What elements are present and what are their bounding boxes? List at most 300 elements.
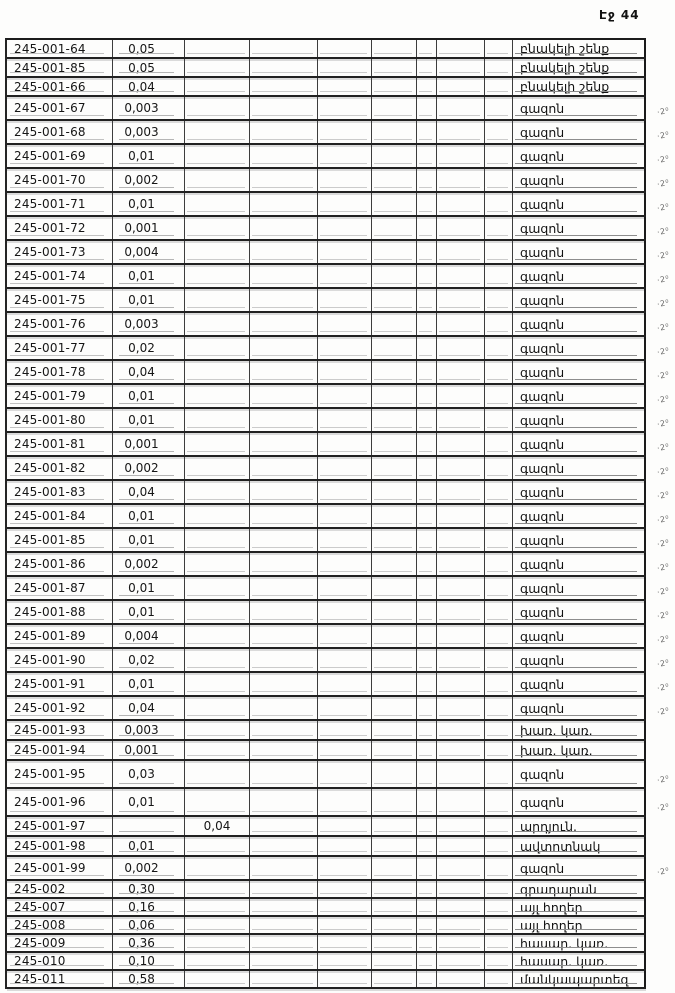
margin-bleed-mark: ·2⁰ <box>655 773 670 786</box>
empty-cell <box>372 217 417 239</box>
empty-cell <box>318 577 372 599</box>
empty-cell <box>250 433 318 455</box>
parcel-id: 245-007 <box>7 899 113 915</box>
land-use-label: գազոն <box>513 337 646 359</box>
empty-cell <box>372 193 417 215</box>
area-value: 0,01 <box>113 145 185 167</box>
empty-cell <box>318 121 372 143</box>
empty-cell <box>417 97 437 119</box>
land-use-label: ավտոտնակ <box>513 837 646 855</box>
empty-cell <box>185 289 250 311</box>
table-row <box>7 169 670 193</box>
empty-cell <box>318 481 372 503</box>
empty-cell <box>437 837 485 855</box>
empty-cell <box>417 529 437 551</box>
empty-cell <box>437 741 485 759</box>
empty-cell <box>250 169 318 191</box>
empty-cell <box>318 145 372 167</box>
empty-cell <box>372 121 417 143</box>
empty-cell <box>485 97 513 119</box>
empty-cell <box>437 649 485 671</box>
area-value: 0,10 <box>113 953 185 969</box>
empty-cell <box>417 553 437 575</box>
empty-cell <box>485 409 513 431</box>
empty-cell <box>372 78 417 95</box>
margin-bleed-mark: ·2⁰ <box>655 585 670 598</box>
empty-cell <box>485 857 513 879</box>
area-value: 0,003 <box>113 721 185 739</box>
empty-cell <box>417 899 437 915</box>
margin-bleed-mark: ·2⁰ <box>655 417 670 430</box>
land-use-label: գազոն <box>513 649 646 671</box>
area-value: 0,16 <box>113 899 185 915</box>
land-use-label: գազոն <box>513 553 646 575</box>
empty-cell <box>437 721 485 739</box>
empty-cell <box>485 649 513 671</box>
empty-cell <box>372 505 417 527</box>
empty-cell <box>417 917 437 933</box>
margin-bleed-mark: ·2⁰ <box>655 633 670 646</box>
empty-cell <box>250 97 318 119</box>
empty-cell <box>485 481 513 503</box>
empty-cell <box>485 169 513 191</box>
empty-cell <box>185 553 250 575</box>
empty-cell <box>437 217 485 239</box>
empty-cell <box>417 857 437 879</box>
empty-cell <box>437 385 485 407</box>
land-use-label: գազոն <box>513 385 646 407</box>
table-row <box>7 145 670 169</box>
empty-cell <box>437 625 485 647</box>
area-value: 0,001 <box>113 217 185 239</box>
empty-cell <box>417 481 437 503</box>
empty-cell <box>417 881 437 897</box>
empty-cell <box>250 935 318 951</box>
table-row <box>7 78 646 97</box>
parcel-id: 245-001-66 <box>7 78 113 95</box>
parcel-id: 245-001-84 <box>7 505 113 527</box>
empty-cell <box>417 409 437 431</box>
empty-cell <box>485 741 513 759</box>
empty-cell <box>318 649 372 671</box>
empty-cell <box>485 433 513 455</box>
area-value: 0,01 <box>113 505 185 527</box>
empty-cell <box>485 241 513 263</box>
parcel-id: 245-001-76 <box>7 313 113 335</box>
empty-cell <box>437 881 485 897</box>
parcel-id: 245-001-74 <box>7 265 113 287</box>
empty-cell <box>437 577 485 599</box>
empty-cell <box>437 121 485 143</box>
empty-cell <box>250 837 318 855</box>
empty-cell <box>250 337 318 359</box>
parcel-id: 245-001-87 <box>7 577 113 599</box>
empty-cell <box>250 121 318 143</box>
land-use-label: խառ. կառ. <box>513 741 646 759</box>
parcel-id: 245-001-91 <box>7 673 113 695</box>
table-row <box>7 721 646 741</box>
parcel-id: 245-001-92 <box>7 697 113 719</box>
empty-cell <box>437 789 485 815</box>
empty-cell <box>417 817 437 835</box>
margin-bleed-mark: ·2⁰ <box>655 177 670 190</box>
parcel-id: 245-008 <box>7 917 113 933</box>
empty-cell <box>437 433 485 455</box>
empty-cell <box>417 169 437 191</box>
land-use-label: գազոն <box>513 673 646 695</box>
empty-cell <box>437 289 485 311</box>
empty-cell <box>185 899 250 915</box>
empty-cell <box>485 361 513 383</box>
empty-cell <box>250 457 318 479</box>
empty-cell <box>417 59 437 76</box>
empty-cell <box>250 721 318 739</box>
area-value: 0,001 <box>113 741 185 759</box>
empty-cell <box>372 59 417 76</box>
empty-cell <box>185 721 250 739</box>
margin-bleed-mark: ·2⁰ <box>655 681 670 694</box>
empty-cell <box>318 935 372 951</box>
empty-cell <box>485 953 513 969</box>
empty-cell <box>372 601 417 623</box>
empty-cell <box>485 761 513 787</box>
empty-cell <box>417 577 437 599</box>
empty-cell <box>437 917 485 933</box>
parcel-id: 245-001-97 <box>7 817 113 835</box>
empty-cell <box>185 789 250 815</box>
empty-cell <box>185 935 250 951</box>
empty-cell <box>185 953 250 969</box>
land-use-label: այլ հողեր <box>513 899 646 915</box>
area-value: 0,36 <box>113 935 185 951</box>
empty-cell <box>417 649 437 671</box>
land-use-label: գազոն <box>513 265 646 287</box>
empty-cell <box>417 953 437 969</box>
table-row <box>7 881 646 899</box>
area-value: 0,06 <box>113 917 185 933</box>
empty-cell <box>250 697 318 719</box>
empty-cell <box>437 241 485 263</box>
empty-cell <box>318 721 372 739</box>
table-row <box>7 97 670 121</box>
empty-cell <box>372 577 417 599</box>
parcel-id: 245-001-96 <box>7 789 113 815</box>
empty-cell <box>437 953 485 969</box>
empty-cell <box>250 241 318 263</box>
area-value: 0,01 <box>113 577 185 599</box>
empty-cell <box>185 761 250 787</box>
land-use-label: գազոն <box>513 789 646 815</box>
empty-cell <box>485 385 513 407</box>
empty-cell <box>250 78 318 95</box>
empty-cell <box>372 899 417 915</box>
parcel-id: 245-010 <box>7 953 113 969</box>
empty-cell <box>485 265 513 287</box>
empty-cell <box>485 529 513 551</box>
empty-cell <box>318 40 372 57</box>
empty-cell <box>250 601 318 623</box>
empty-cell <box>372 649 417 671</box>
land-use-label: խառ. կառ. <box>513 721 646 739</box>
table-row <box>7 601 670 625</box>
margin-bleed-mark: ·2⁰ <box>655 537 670 550</box>
empty-cell <box>417 145 437 167</box>
empty-cell <box>372 697 417 719</box>
empty-cell <box>485 217 513 239</box>
empty-cell <box>372 789 417 815</box>
empty-cell <box>417 935 437 951</box>
table-row <box>7 837 646 857</box>
area-value: 0,04 <box>113 78 185 95</box>
area-value: 0,01 <box>113 385 185 407</box>
empty-cell <box>250 553 318 575</box>
empty-cell <box>185 697 250 719</box>
empty-cell <box>318 217 372 239</box>
margin-bleed-mark: ·2⁰ <box>655 249 670 262</box>
empty-cell <box>250 625 318 647</box>
area-value: 0,01 <box>113 529 185 551</box>
empty-cell <box>417 837 437 855</box>
empty-cell <box>185 881 250 897</box>
empty-cell <box>372 433 417 455</box>
parcel-id: 245-001-78 <box>7 361 113 383</box>
land-use-label: մանկապարտեզ <box>513 971 646 987</box>
land-use-label: գազոն <box>513 217 646 239</box>
empty-cell <box>417 265 437 287</box>
land-use-label: գազոն <box>513 121 646 143</box>
empty-cell <box>437 169 485 191</box>
empty-cell <box>250 577 318 599</box>
margin-bleed-mark: ·2⁰ <box>655 865 670 878</box>
empty-cell <box>437 529 485 551</box>
parcel-id: 245-001-94 <box>7 741 113 759</box>
empty-cell <box>372 553 417 575</box>
area-value: 0,01 <box>113 265 185 287</box>
area-value: 0,003 <box>113 313 185 335</box>
table-row <box>7 899 646 917</box>
empty-cell <box>318 837 372 855</box>
area-value: 0,002 <box>113 553 185 575</box>
land-use-label: գազոն <box>513 97 646 119</box>
parcel-id: 245-001-68 <box>7 121 113 143</box>
land-use-label: գազոն <box>513 505 646 527</box>
land-use-label: գազոն <box>513 193 646 215</box>
empty-cell <box>372 953 417 969</box>
empty-cell <box>485 817 513 835</box>
empty-cell <box>437 935 485 951</box>
land-use-label: գազոն <box>513 529 646 551</box>
page-number-header: Էջ 44 <box>599 8 640 22</box>
empty-cell <box>437 193 485 215</box>
empty-cell <box>318 697 372 719</box>
parcel-id: 245-009 <box>7 935 113 951</box>
empty-cell <box>318 409 372 431</box>
empty-cell <box>185 265 250 287</box>
empty-cell <box>485 917 513 933</box>
empty-cell <box>185 313 250 335</box>
parcel-id: 245-001-86 <box>7 553 113 575</box>
margin-bleed-mark: ·2⁰ <box>655 513 670 526</box>
empty-cell <box>372 935 417 951</box>
table-row <box>7 577 670 601</box>
area-value: 0,05 <box>113 59 185 76</box>
parcel-id: 245-001-70 <box>7 169 113 191</box>
empty-cell <box>437 899 485 915</box>
table-row <box>7 505 670 529</box>
land-use-label: գազոն <box>513 433 646 455</box>
table-row <box>7 649 670 673</box>
empty-cell <box>417 741 437 759</box>
empty-cell <box>318 193 372 215</box>
empty-cell <box>318 169 372 191</box>
empty-cell <box>185 193 250 215</box>
empty-cell <box>372 817 417 835</box>
empty-cell <box>485 673 513 695</box>
parcel-table <box>5 38 670 989</box>
empty-cell <box>318 917 372 933</box>
margin-bleed-mark: ·2⁰ <box>655 225 670 238</box>
empty-cell <box>372 481 417 503</box>
empty-cell <box>185 169 250 191</box>
area-value: 0,58 <box>113 971 185 987</box>
empty-cell <box>185 457 250 479</box>
empty-cell <box>485 837 513 855</box>
empty-cell <box>417 673 437 695</box>
parcel-id: 245-002 <box>7 881 113 897</box>
empty-cell <box>250 217 318 239</box>
land-use-label: գազոն <box>513 313 646 335</box>
empty-cell <box>372 529 417 551</box>
empty-cell <box>437 971 485 987</box>
empty-cell <box>185 625 250 647</box>
parcel-id: 245-011 <box>7 971 113 987</box>
margin-bleed-mark: ·2⁰ <box>655 297 670 310</box>
empty-cell <box>437 265 485 287</box>
empty-cell <box>417 761 437 787</box>
empty-cell <box>485 721 513 739</box>
empty-cell <box>485 553 513 575</box>
empty-cell <box>417 217 437 239</box>
empty-cell <box>417 457 437 479</box>
empty-cell <box>485 935 513 951</box>
margin-bleed-mark: ·2⁰ <box>655 705 670 718</box>
empty-cell <box>185 433 250 455</box>
empty-cell <box>250 59 318 76</box>
table-row <box>7 40 646 59</box>
land-use-label: գազոն <box>513 857 646 879</box>
table-row <box>7 361 670 385</box>
area-value: 0,004 <box>113 241 185 263</box>
empty-cell <box>437 817 485 835</box>
empty-cell <box>250 971 318 987</box>
parcel-id: 245-001-83 <box>7 481 113 503</box>
area-value: 0,001 <box>113 433 185 455</box>
parcel-id: 245-001-93 <box>7 721 113 739</box>
land-use-label: բնակելի շենք <box>513 40 646 57</box>
margin-bleed-mark: ·2⁰ <box>655 129 670 142</box>
parcel-id: 245-001-71 <box>7 193 113 215</box>
empty-cell <box>250 40 318 57</box>
empty-cell <box>372 857 417 879</box>
empty-cell <box>185 481 250 503</box>
empty-cell <box>437 457 485 479</box>
area-value: 0,002 <box>113 857 185 879</box>
empty-cell <box>250 857 318 879</box>
area-value: 0,01 <box>113 409 185 431</box>
empty-cell <box>485 505 513 527</box>
table-row <box>7 971 646 989</box>
area-value <box>113 817 185 835</box>
empty-cell <box>437 673 485 695</box>
land-use-label: բնակելի շենք <box>513 59 646 76</box>
parcel-id: 245-001-73 <box>7 241 113 263</box>
empty-cell <box>185 601 250 623</box>
empty-cell <box>417 337 437 359</box>
empty-cell <box>485 457 513 479</box>
empty-cell <box>437 313 485 335</box>
area-value: 0,04 <box>113 697 185 719</box>
parcel-id: 245-001-67 <box>7 97 113 119</box>
empty-cell <box>250 529 318 551</box>
empty-cell <box>372 385 417 407</box>
margin-bleed-mark: ·2⁰ <box>655 153 670 166</box>
empty-cell <box>417 193 437 215</box>
empty-cell <box>318 553 372 575</box>
empty-cell <box>417 40 437 57</box>
table-row <box>7 741 646 761</box>
table-row <box>7 241 670 265</box>
land-use-label: գրադարան <box>513 881 646 897</box>
parcel-id: 245-001-64 <box>7 40 113 57</box>
empty-cell <box>485 971 513 987</box>
land-use-label: գազոն <box>513 289 646 311</box>
table-row <box>7 313 670 337</box>
table-row <box>7 121 670 145</box>
empty-cell <box>318 78 372 95</box>
empty-cell <box>318 361 372 383</box>
empty-cell <box>372 721 417 739</box>
area-value: 0,01 <box>113 673 185 695</box>
table-row <box>7 337 670 361</box>
margin-bleed-mark: ·2⁰ <box>655 489 670 502</box>
margin-bleed-mark: ·2⁰ <box>655 561 670 574</box>
empty-cell <box>485 59 513 76</box>
table-row <box>7 529 670 553</box>
parcel-id: 245-001-81 <box>7 433 113 455</box>
empty-cell <box>250 899 318 915</box>
empty-cell <box>417 433 437 455</box>
empty-cell <box>318 899 372 915</box>
empty-cell <box>318 241 372 263</box>
parcel-id: 245-001-75 <box>7 289 113 311</box>
empty-cell <box>318 265 372 287</box>
empty-cell <box>318 59 372 76</box>
empty-cell <box>372 457 417 479</box>
area-value: 0,003 <box>113 97 185 119</box>
empty-cell <box>185 971 250 987</box>
empty-cell <box>185 577 250 599</box>
empty-cell <box>185 337 250 359</box>
land-use-label: արդյուն. <box>513 817 646 835</box>
table-row <box>7 553 670 577</box>
empty-cell <box>437 553 485 575</box>
empty-cell <box>250 673 318 695</box>
land-use-label: գազոն <box>513 241 646 263</box>
area-value: 0,004 <box>113 625 185 647</box>
empty-cell <box>185 97 250 119</box>
parcel-id: 245-001-90 <box>7 649 113 671</box>
empty-cell <box>417 721 437 739</box>
